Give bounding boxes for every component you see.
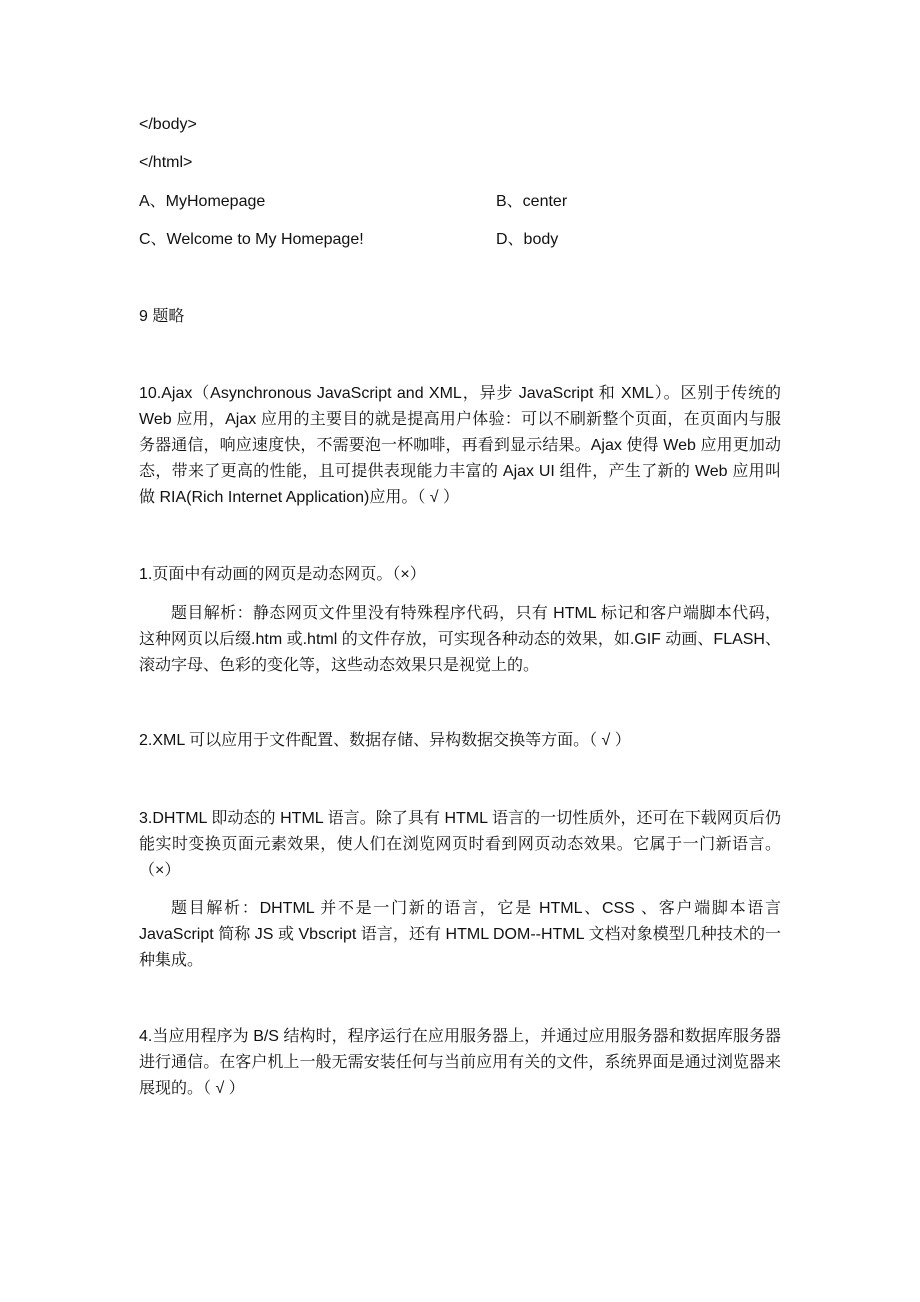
tf-analysis-3: 题目解析：DHTML 并不是一门新的语言，它是 HTML、CSS 、客户端脚本语言 JavaScript 简称 JS 或 Vbscript 语言，还有 HTML DOM--HTML 文档对象模型几种技术的一种集成。 <box>139 900 781 969</box>
option-c: C、Welcome to My Homepage! <box>139 231 364 248</box>
option-d: D、body <box>496 231 559 248</box>
tf-question-3: 3.DHTML 即动态的 HTML 语言。除了具有 HTML 语言的一切性质外，还可在下载网页后仍能实时变换页面元素效果，使人们在浏览网页时看到网页动态效果。它属于一门新语言。（×） <box>139 810 781 879</box>
code-line-html-close: </html> <box>139 154 193 171</box>
tf-question-2: 2.XML 可以应用于文件配置、数据存储、异构数据交换等方面。（ √ ） <box>139 732 631 749</box>
option-a: A、MyHomepage <box>139 193 266 210</box>
code-line-body-close: </body> <box>139 116 197 133</box>
question-9: 9 题略 <box>139 308 185 325</box>
question-10: 10.Ajax（Asynchronous JavaScript and XML，异步 JavaScript 和 XML）。区别于传统的 Web 应用，Ajax 应用的主要目的就是提高用户体验：可以不刷新整个页面，在页面内与服务器通信，响应速度快，不需要泡一杯咖啡，再看到显示结果。Ajax 使得 Web 应用更加动态，带来了更高的性能，且可提供表现能力丰富的 Ajax UI 组件，产生了新的 Web 应用叫做 RIA(Rich Internet Application)应用。（ √ ） <box>139 385 781 506</box>
tf-question-1: 1.页面中有动画的网页是动态网页。（×） <box>139 566 426 583</box>
tf-question-4: 4.当应用程序为 B/S 结构时，程序运行在应用服务器上，并通过应用服务器和数据库服务器进行通信。在客户机上一般无需安装任何与当前应用有关的文件，系统界面是通过浏览器来展现的。（ √ ） <box>139 1028 781 1097</box>
tf-analysis-1: 题目解析：静态网页文件里没有特殊程序代码，只有 HTML 标记和客户端脚本代码，这种网页以后缀.htm 或.html 的文件存放，可实现各种动态的效果，如.GIF 动画、FLASH、滚动字母、色彩的变化等，这些动态效果只是视觉上的。 <box>139 605 781 674</box>
option-b: B、center <box>496 193 568 210</box>
